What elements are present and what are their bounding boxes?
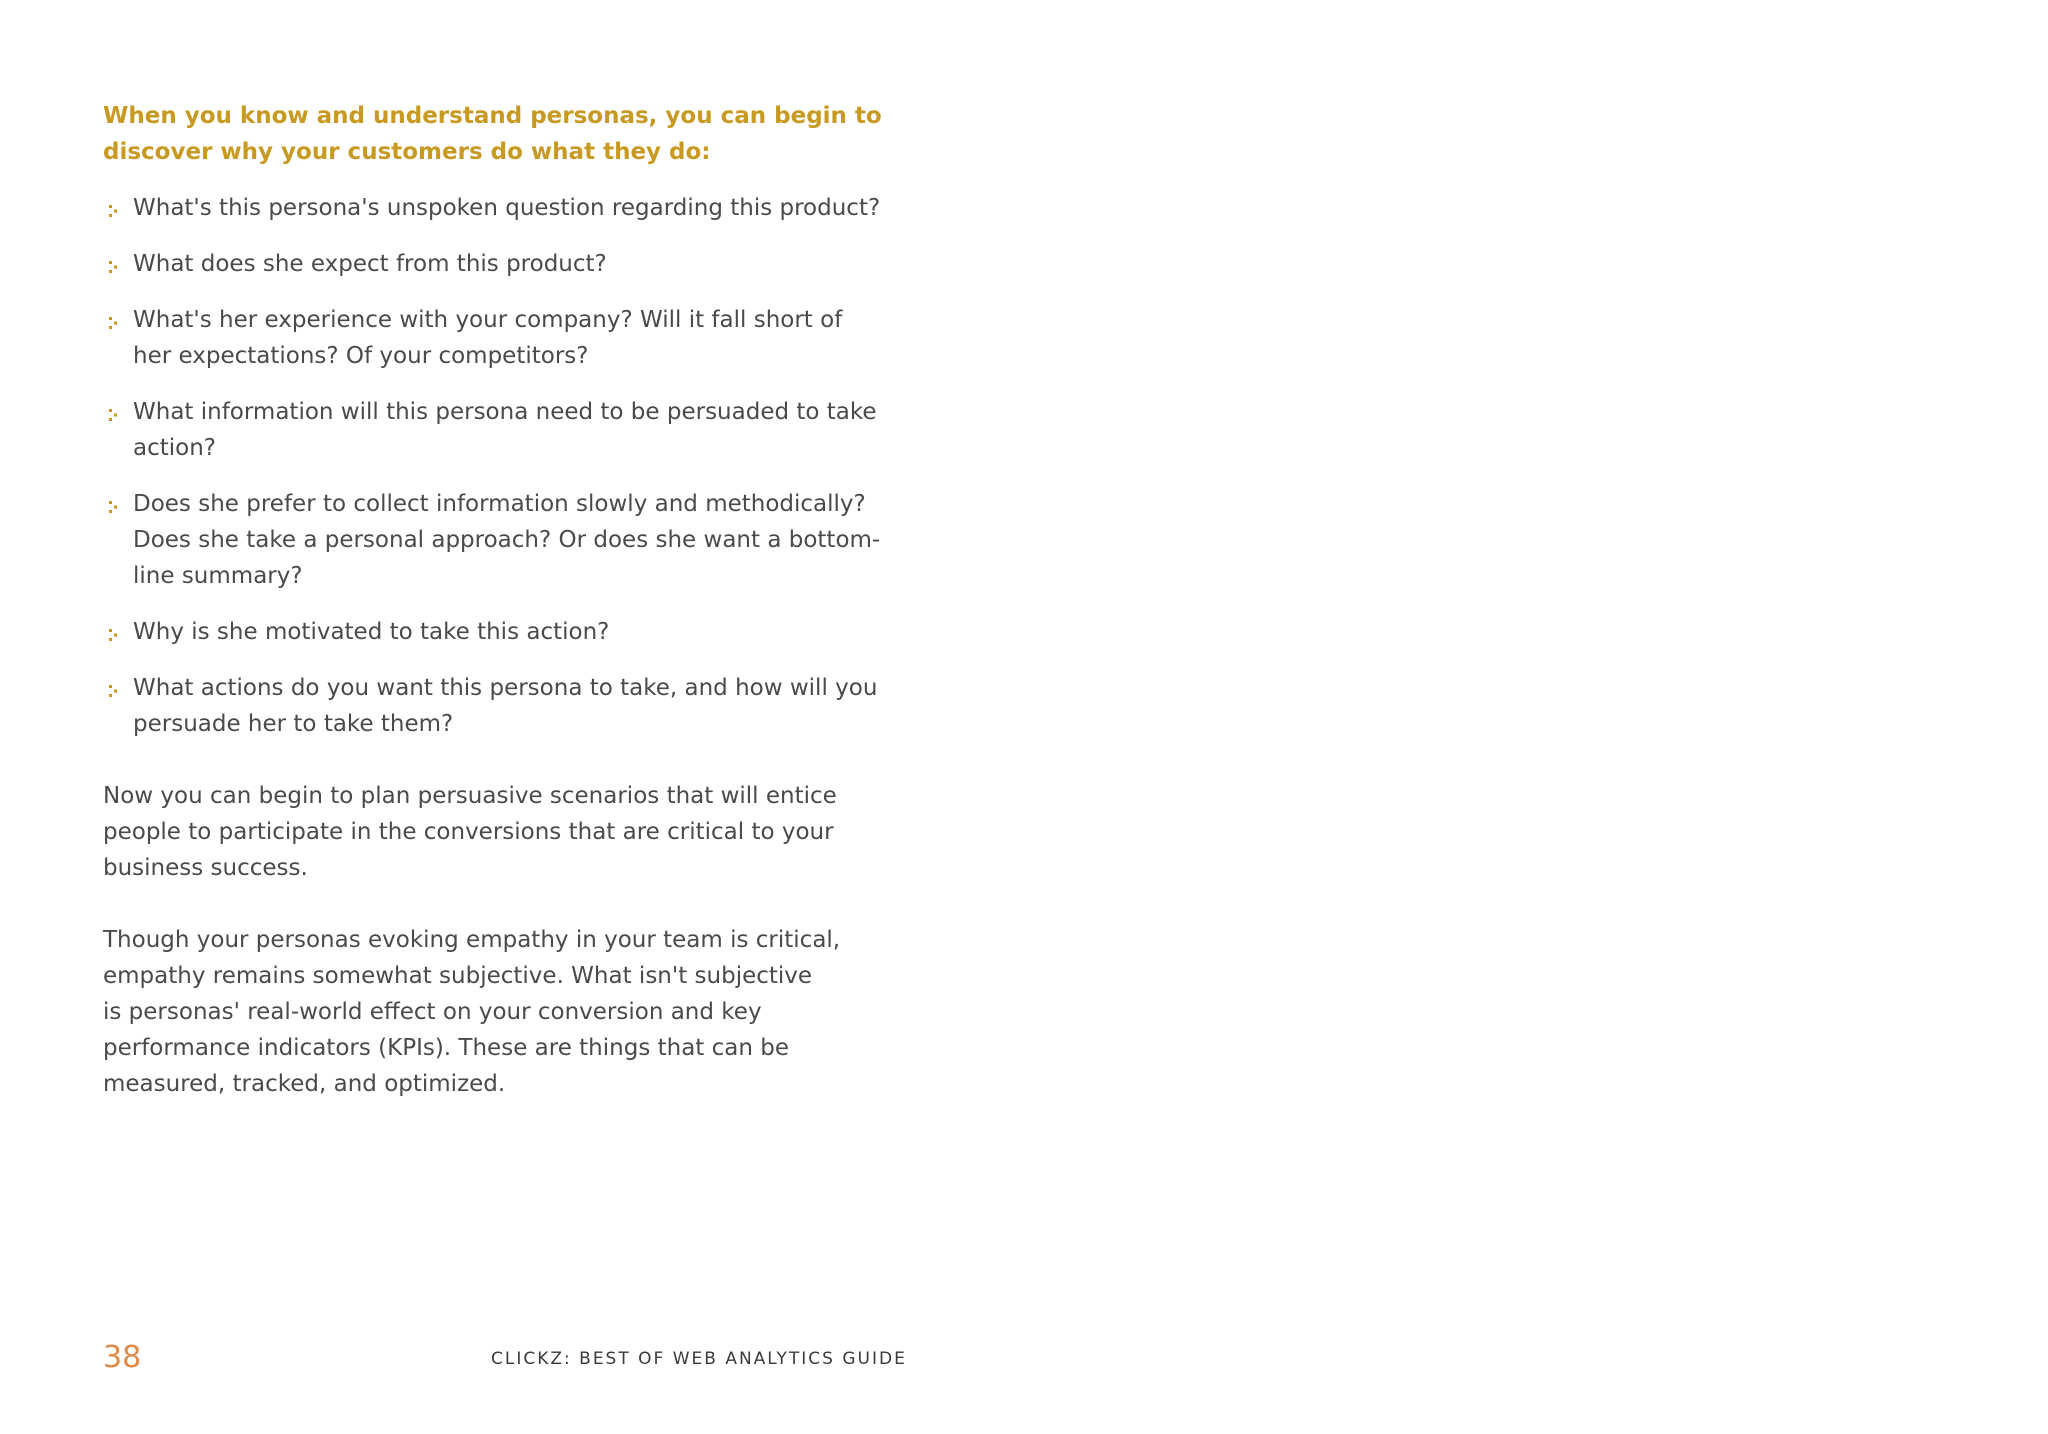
paragraph-line: Though your personas evoking empathy in your team is critical, [103,927,841,953]
intro-line: discover why your customers do what they do: [103,139,711,165]
list-item [103,302,913,374]
list-item [103,190,913,226]
dotted-chevron-bullet-icon [108,408,120,422]
list-item [103,394,913,466]
paragraph-line: empathy remains somewhat subjective. What isn't subjective [103,963,813,989]
body-paragraph [103,778,893,886]
paragraph-line: people to participate in the conversions that are critical to your [103,819,834,845]
paragraph-line: performance indicators (KPIs). These are things that can be [103,1035,790,1061]
list-item-text: action? [133,435,217,461]
question-list [103,190,913,742]
dotted-chevron-bullet-icon [108,260,120,274]
list-item-text: Does she prefer to collect information slowly and methodically? [133,491,866,517]
list-item-text: What's her experience with your company? Will it fall short of [133,307,843,333]
paragraph-line: Now you can begin to plan persuasive scenarios that will entice [103,783,837,809]
paragraph-line: measured, tracked, and optimized. [103,1071,506,1097]
list-item-text: What's this persona's unspoken question regarding this product? [133,195,881,221]
dotted-chevron-bullet-icon [108,684,120,698]
body-paragraph [103,922,893,1102]
list-item [103,670,913,742]
dotted-chevron-bullet-icon [108,500,120,514]
paragraph-line: business success. [103,855,308,881]
list-item-text: her expectations? Of your competitors? [133,343,589,369]
list-item [103,486,913,594]
list-item-text: What actions do you want this persona to take, and how will you [133,675,878,701]
intro-heading [103,98,913,170]
dotted-chevron-bullet-icon [108,316,120,330]
list-item-text: persuade her to take them? [133,711,454,737]
list-item-text: line summary? [133,563,303,589]
page-number: 38 [103,1340,142,1375]
intro-line: When you know and understand personas, you can begin to [103,103,882,129]
list-item-text: What does she expect from this product? [133,251,607,277]
dotted-chevron-bullet-icon [108,204,120,218]
dotted-chevron-bullet-icon [108,628,120,642]
content-column [103,98,913,1102]
footer-title: CLICKZ: BEST OF WEB ANALYTICS GUIDE [491,1349,907,1369]
list-item-text: What information will this persona need to be persuaded to take [133,399,877,425]
list-item-text: Does she take a personal approach? Or does she want a bottom- [133,527,881,553]
list-item [103,614,913,650]
paragraph-line: is personas' real-world effect on your conversion and key [103,999,762,1025]
list-item [103,246,913,282]
list-item-text: Why is she motivated to take this action? [133,619,610,645]
